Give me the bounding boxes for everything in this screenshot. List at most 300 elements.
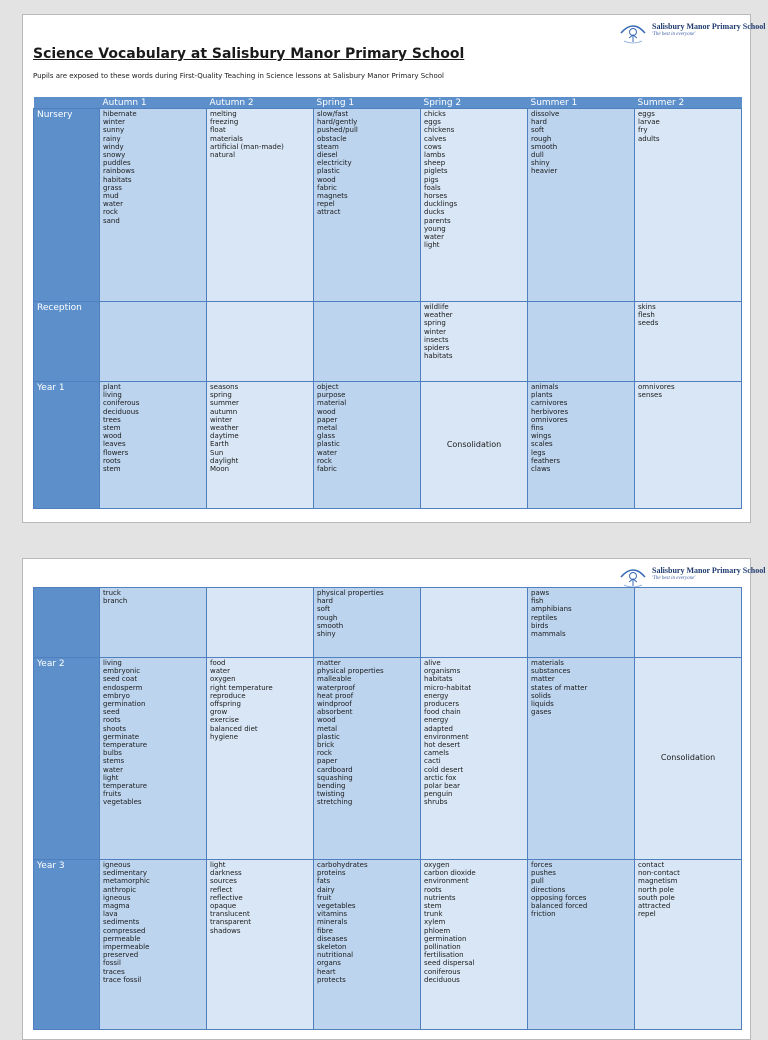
vocabulary-word: alive <box>424 659 441 667</box>
vocabulary-word: truck <box>103 589 121 597</box>
vocabulary-word: wood <box>317 175 336 184</box>
vocabulary-word: roots <box>424 885 442 894</box>
vocabulary-word: scales <box>531 440 553 449</box>
vocabulary-word: pigs <box>424 175 439 184</box>
vocabulary-word: plants <box>531 391 553 400</box>
vocabulary-word: food <box>210 659 226 667</box>
vocabulary-word: amphibians <box>531 605 572 614</box>
vocabulary-word: ducklings <box>424 200 458 209</box>
vocabulary-word: sources <box>210 877 237 886</box>
school-crest-icon <box>618 563 648 589</box>
vocabulary-word: seasons <box>210 383 239 391</box>
vocabulary-word: claws <box>531 465 551 474</box>
vocabulary-word: protects <box>317 975 346 984</box>
vocabulary-word: germination <box>103 700 146 709</box>
vocabulary-word: light <box>424 241 440 250</box>
vocabulary-cell <box>528 658 635 860</box>
vocabulary-word: right temperature <box>210 683 273 692</box>
vocabulary-word: reproduce <box>210 691 246 700</box>
vocabulary-word: matter <box>317 659 341 667</box>
vocabulary-word: permeable <box>103 934 141 943</box>
vocabulary-word: ducks <box>424 208 445 217</box>
vocabulary-word: dairy <box>317 885 335 894</box>
vocabulary-cell <box>421 588 528 658</box>
vocabulary-word: rainbows <box>103 167 135 176</box>
vocabulary-word: birds <box>531 621 549 630</box>
vocabulary-table-part-1 <box>33 97 742 509</box>
vocabulary-word: Sun <box>210 448 224 457</box>
vocabulary-word: snowy <box>103 151 126 160</box>
vocabulary-word: paper <box>317 415 338 424</box>
vocabulary-word: endosperm <box>103 683 143 692</box>
vocabulary-word: stem <box>103 465 121 474</box>
vocabulary-word: eggs <box>424 118 441 127</box>
document-page-2 <box>22 558 766 1040</box>
vocabulary-word: adapted <box>424 724 453 733</box>
vocabulary-word: wood <box>103 432 122 441</box>
vocabulary-word: calves <box>424 134 447 143</box>
vocabulary-word: rainy <box>103 134 121 143</box>
table-body-part-2 <box>34 588 742 1030</box>
vocabulary-word: spring <box>210 391 232 400</box>
vocabulary-word: insects <box>424 335 449 344</box>
vocabulary-word: arctic fox <box>424 773 457 782</box>
vocabulary-word: mud <box>103 192 119 201</box>
vocabulary-word: balanced forced <box>531 902 588 911</box>
vocabulary-word: magnetism <box>638 877 678 886</box>
vocabulary-word: rock <box>103 208 118 217</box>
vocabulary-word: natural <box>210 151 236 160</box>
vocabulary-word: vitamins <box>317 910 347 919</box>
table-body-part-1 <box>34 109 742 509</box>
vocabulary-word: fibre <box>317 926 333 935</box>
vocabulary-word: hot desert <box>424 741 461 750</box>
vocabulary-word: solids <box>531 691 551 700</box>
vocabulary-word: north pole <box>638 885 674 894</box>
vocabulary-word: deciduous <box>424 975 460 984</box>
vocabulary-word: translucent <box>210 910 250 919</box>
vocabulary-word: fabric <box>317 465 337 474</box>
vocabulary-word: wings <box>531 432 552 441</box>
vocabulary-word: rock <box>317 749 332 758</box>
vocabulary-word: hibernate <box>103 110 137 118</box>
document-page-1 <box>22 14 766 523</box>
table-row <box>34 658 742 860</box>
school-crest-icon <box>618 19 648 45</box>
vocabulary-word: organisms <box>424 667 461 676</box>
vocabulary-word: water <box>103 200 123 209</box>
vocabulary-word: water <box>424 233 444 242</box>
vocabulary-word: nutrients <box>424 893 456 902</box>
vocabulary-word: stretching <box>317 798 353 807</box>
vocabulary-word: energy <box>424 691 449 700</box>
vocabulary-word: omnivores <box>638 383 675 391</box>
vocabulary-word: heart <box>317 967 336 976</box>
vocabulary-word: environment <box>424 732 469 741</box>
vocabulary-word: balanced diet <box>210 724 258 733</box>
vocabulary-word: carnivores <box>531 399 568 408</box>
vocabulary-cell <box>421 302 528 382</box>
vocabulary-word: rough <box>531 134 552 143</box>
vocabulary-cell: Consolidation <box>635 658 742 860</box>
vocabulary-word: diseases <box>317 934 348 943</box>
vocabulary-word: stem <box>424 902 442 911</box>
vocabulary-word: rough <box>317 613 338 622</box>
vocabulary-cell <box>528 588 635 658</box>
vocabulary-word: heavier <box>531 167 558 176</box>
vocabulary-cell <box>314 588 421 658</box>
vocabulary-word: plastic <box>317 167 340 176</box>
vocabulary-word: sand <box>103 216 120 225</box>
vocabulary-word: states of matter <box>531 683 588 692</box>
vocabulary-word: branch <box>103 597 128 606</box>
vocabulary-word: paper <box>317 757 338 766</box>
vocabulary-word: opposing forces <box>531 893 587 902</box>
vocabulary-word: seed coat <box>103 675 138 684</box>
vocabulary-word: animals <box>531 383 559 391</box>
vocabulary-cell <box>635 382 742 509</box>
vocabulary-word: phloem <box>424 926 451 935</box>
year-group-label: Reception <box>34 302 100 382</box>
vocabulary-cell <box>635 588 742 658</box>
vocabulary-word: pushes <box>531 869 556 878</box>
vocabulary-word: rock <box>317 456 332 465</box>
vocabulary-word: material <box>317 399 347 408</box>
vocabulary-word: coniferous <box>424 967 461 976</box>
vocabulary-word: skeleton <box>317 943 347 952</box>
vocabulary-word: spring <box>424 319 446 328</box>
vocabulary-word: vegetables <box>103 798 142 807</box>
vocabulary-word: plant <box>103 383 121 391</box>
vocabulary-word: shrubs <box>424 798 448 807</box>
vocabulary-word: germination <box>424 934 467 943</box>
vocabulary-word: roots <box>103 716 121 725</box>
vocabulary-word: obstacle <box>317 134 347 143</box>
vocabulary-word: hard <box>531 118 547 127</box>
vocabulary-word: exercise <box>210 716 239 725</box>
vocabulary-cell <box>100 302 207 382</box>
vocabulary-word: soft <box>531 126 545 135</box>
vocabulary-cell <box>421 109 528 302</box>
vocabulary-word: metamorphic <box>103 877 150 886</box>
vocabulary-word: shiny <box>531 159 550 168</box>
vocabulary-word: non-contact <box>638 869 680 878</box>
vocabulary-word: windproof <box>317 700 352 709</box>
vocabulary-word: electricity <box>317 159 352 168</box>
vocabulary-word: trace fossil <box>103 975 142 984</box>
vocabulary-cell <box>421 658 528 860</box>
vocabulary-word: contact <box>638 861 665 869</box>
header-autumn-2: Autumn 2 <box>207 97 314 109</box>
vocabulary-word: paws <box>531 589 550 597</box>
vocabulary-word: plastic <box>317 440 340 449</box>
vocabulary-word: freezing <box>210 118 239 127</box>
vocabulary-word: roots <box>103 456 121 465</box>
vocabulary-word: igneous <box>103 861 131 869</box>
vocabulary-word: embryonic <box>103 667 141 676</box>
vocabulary-word: bulbs <box>103 749 122 758</box>
vocabulary-word: shoots <box>103 724 127 733</box>
vocabulary-word: living <box>103 391 122 400</box>
vocabulary-word: cardboard <box>317 765 353 774</box>
vocabulary-word: malleable <box>317 675 352 684</box>
vocabulary-word: hygiene <box>210 732 239 741</box>
vocabulary-word: chicks <box>424 110 446 118</box>
vocabulary-word: coniferous <box>103 399 140 408</box>
vocabulary-cell <box>528 860 635 1030</box>
vocabulary-cell <box>100 382 207 509</box>
vocabulary-word: pull <box>531 877 544 886</box>
vocabulary-word: young <box>424 224 446 233</box>
vocabulary-word: igneous <box>103 893 131 902</box>
vocabulary-word: shiny <box>317 630 336 639</box>
vocabulary-word: liquids <box>531 700 554 709</box>
vocabulary-word: trees <box>103 415 121 424</box>
vocabulary-word: fats <box>317 877 331 886</box>
vocabulary-word: environment <box>424 877 469 886</box>
vocabulary-word: embryo <box>103 691 130 700</box>
vocabulary-word: fish <box>531 597 544 606</box>
vocabulary-word: fruits <box>103 790 122 799</box>
header-autumn-1: Autumn 1 <box>100 97 207 109</box>
year-group-label: Year 2 <box>34 658 100 860</box>
vocabulary-cell <box>314 109 421 302</box>
vocabulary-word: sheep <box>424 159 446 168</box>
vocabulary-word: purpose <box>317 391 346 400</box>
header-summer-2: Summer 2 <box>635 97 742 109</box>
vocabulary-cell <box>100 658 207 860</box>
vocabulary-word: organs <box>317 959 341 968</box>
header-summer-1: Summer 1 <box>528 97 635 109</box>
vocabulary-word: legs <box>531 448 546 457</box>
vocabulary-word: darkness <box>210 869 242 878</box>
vocabulary-word: penguin <box>424 790 453 799</box>
vocabulary-word: wood <box>317 407 336 416</box>
vocabulary-word: steam <box>317 142 339 151</box>
vocabulary-cell <box>207 588 314 658</box>
vocabulary-cell <box>528 382 635 509</box>
vocabulary-word: weather <box>210 424 239 433</box>
vocabulary-word: flesh <box>638 311 655 320</box>
vocabulary-word: lambs <box>424 151 446 160</box>
vocabulary-word: deciduous <box>103 407 139 416</box>
header-spring-1: Spring 1 <box>314 97 421 109</box>
vocabulary-word: light <box>210 861 226 869</box>
vocabulary-word: flowers <box>103 448 129 457</box>
vocabulary-word: soft <box>317 605 331 614</box>
vocabulary-word: cows <box>424 142 442 151</box>
vocabulary-word: compressed <box>103 926 146 935</box>
vocabulary-cell <box>528 302 635 382</box>
vocabulary-word: substances <box>531 667 571 676</box>
logo-school-name: Salisbury Manor Primary School <box>652 566 766 575</box>
vocabulary-word: magnets <box>317 192 348 201</box>
vocabulary-cell <box>100 109 207 302</box>
vocabulary-word: artificial (man-made) <box>210 142 284 151</box>
vocabulary-word: repel <box>638 910 656 919</box>
vocabulary-word: windy <box>103 142 124 151</box>
vocabulary-word: cold desert <box>424 765 464 774</box>
vocabulary-word: matter <box>531 675 555 684</box>
year-group-label <box>34 588 100 658</box>
vocabulary-word: eggs <box>638 110 655 118</box>
vocabulary-word: reptiles <box>531 613 558 622</box>
vocabulary-word: glass <box>317 432 335 441</box>
vocabulary-cell <box>314 382 421 509</box>
vocabulary-word: fertilisation <box>424 951 464 960</box>
vocabulary-word: fabric <box>317 183 337 192</box>
table-row <box>34 588 742 658</box>
vocabulary-word: adults <box>638 134 660 143</box>
vocabulary-word: light <box>103 773 119 782</box>
vocabulary-cell <box>207 658 314 860</box>
vocabulary-word: float <box>210 126 226 135</box>
vocabulary-cell <box>314 658 421 860</box>
vocabulary-word: sedimentary <box>103 869 147 878</box>
vocabulary-cell <box>207 382 314 509</box>
vocabulary-word: carbohydrates <box>317 861 368 869</box>
header-spring-2: Spring 2 <box>421 97 528 109</box>
vocabulary-cell: Consolidation <box>421 382 528 509</box>
vocabulary-word: stem <box>103 424 121 433</box>
vocabulary-word: physical properties <box>317 667 384 676</box>
vocabulary-word: weather <box>424 311 453 320</box>
vocabulary-word: plastic <box>317 732 340 741</box>
vocabulary-word: living <box>103 659 122 667</box>
vocabulary-word: seed dispersal <box>424 959 475 968</box>
vocabulary-cell <box>528 109 635 302</box>
vocabulary-word: reflect <box>210 885 233 894</box>
vocabulary-cell <box>100 588 207 658</box>
vocabulary-word: vegetables <box>317 902 356 911</box>
vocabulary-word: hard <box>317 597 333 606</box>
vocabulary-word: habitats <box>424 352 453 361</box>
vocabulary-word: fruit <box>317 893 332 902</box>
vocabulary-word: stems <box>103 757 125 766</box>
header-corner <box>34 97 100 109</box>
vocabulary-word: waterproof <box>317 683 356 692</box>
vocabulary-cell <box>100 860 207 1030</box>
vocabulary-word: grass <box>103 183 122 192</box>
vocabulary-word: water <box>103 765 123 774</box>
vocabulary-word: food chain <box>424 708 461 717</box>
vocabulary-word: pollination <box>424 943 461 952</box>
vocabulary-word: energy <box>424 716 449 725</box>
vocabulary-word: materials <box>531 659 564 667</box>
vocabulary-word: forces <box>531 861 553 869</box>
vocabulary-word: larvae <box>638 118 660 127</box>
vocabulary-word: herbivores <box>531 407 569 416</box>
vocabulary-cell <box>635 860 742 1030</box>
table-row <box>34 302 742 382</box>
vocabulary-word: wildlife <box>424 303 449 311</box>
vocabulary-word: skins <box>638 303 656 311</box>
vocabulary-word: repel <box>317 200 335 209</box>
vocabulary-word: daytime <box>210 432 239 441</box>
vocabulary-word: omnivores <box>531 415 568 424</box>
vocabulary-word: winter <box>210 415 233 424</box>
vocabulary-word: xylem <box>424 918 446 927</box>
vocabulary-word: hard/gently <box>317 118 358 127</box>
year-group-label: Year 3 <box>34 860 100 1030</box>
table-row <box>34 860 742 1030</box>
vocabulary-word: carbon dioxide <box>424 869 476 878</box>
vocabulary-word: preserved <box>103 951 139 960</box>
vocabulary-word: mammals <box>531 630 566 639</box>
vocabulary-word: magma <box>103 902 130 911</box>
vocabulary-word: fry <box>638 126 648 135</box>
vocabulary-cell <box>421 860 528 1030</box>
vocabulary-word: trunk <box>424 910 443 919</box>
vocabulary-word: attracted <box>638 902 671 911</box>
vocabulary-word: temperature <box>103 782 147 791</box>
vocabulary-word: micro-habitat <box>424 683 472 692</box>
logo-motto: 'The best in everyone' <box>652 32 696 37</box>
vocabulary-word: Moon <box>210 465 230 474</box>
vocabulary-word: seeds <box>638 319 659 328</box>
year-group-label: Nursery <box>34 109 100 302</box>
vocabulary-word: spiders <box>424 344 450 353</box>
vocabulary-word: feathers <box>531 456 561 465</box>
vocabulary-word: oxygen <box>210 675 236 684</box>
vocabulary-word: attract <box>317 208 341 217</box>
vocabulary-word: autumn <box>210 407 238 416</box>
vocabulary-word: producers <box>424 700 460 709</box>
vocabulary-word: foals <box>424 183 441 192</box>
table-row <box>34 109 742 302</box>
vocabulary-cell <box>314 302 421 382</box>
vocabulary-word: cacti <box>424 757 441 766</box>
vocabulary-word: minerals <box>317 918 348 927</box>
vocabulary-word: directions <box>531 885 566 894</box>
vocabulary-word: lava <box>103 910 118 919</box>
vocabulary-word: shadows <box>210 926 241 935</box>
vocabulary-word: gases <box>531 708 552 717</box>
vocabulary-word: water <box>317 448 337 457</box>
vocabulary-word: absorbent <box>317 708 353 717</box>
vocabulary-word: chickens <box>424 126 455 135</box>
vocabulary-word: daylight <box>210 456 239 465</box>
vocabulary-word: parents <box>424 216 451 225</box>
vocabulary-word: fossil <box>103 959 121 968</box>
vocabulary-word: winter <box>103 118 126 127</box>
vocabulary-word: anthropic <box>103 885 137 894</box>
vocabulary-word: polar bear <box>424 782 460 791</box>
vocabulary-word: horses <box>424 192 448 201</box>
vocabulary-word: friction <box>531 910 556 919</box>
vocabulary-word: materials <box>210 134 243 143</box>
vocabulary-word: opaque <box>210 902 237 911</box>
logo-school-name: Salisbury Manor Primary School <box>652 22 766 31</box>
vocabulary-word: diesel <box>317 151 338 160</box>
vocabulary-cell <box>207 302 314 382</box>
vocabulary-cell <box>635 302 742 382</box>
vocabulary-word: traces <box>103 967 125 976</box>
vocabulary-word: proteins <box>317 869 346 878</box>
document-subtitle: Pupils are exposed to these words during First-Quality Teaching in Science lessons at Salisbury Manor Primary School <box>33 72 444 80</box>
vocabulary-word: puddles <box>103 159 131 168</box>
vocabulary-table-part-2 <box>33 587 742 1030</box>
vocabulary-word: wood <box>317 716 336 725</box>
vocabulary-word: squashing <box>317 773 353 782</box>
vocabulary-word: metal <box>317 724 338 733</box>
vocabulary-word: senses <box>638 391 662 400</box>
vocabulary-word: seed <box>103 708 120 717</box>
vocabulary-word: temperature <box>103 741 147 750</box>
vocabulary-word: sediments <box>103 918 140 927</box>
vocabulary-word: winter <box>424 327 447 336</box>
logo-motto: 'The best in everyone' <box>652 576 696 581</box>
